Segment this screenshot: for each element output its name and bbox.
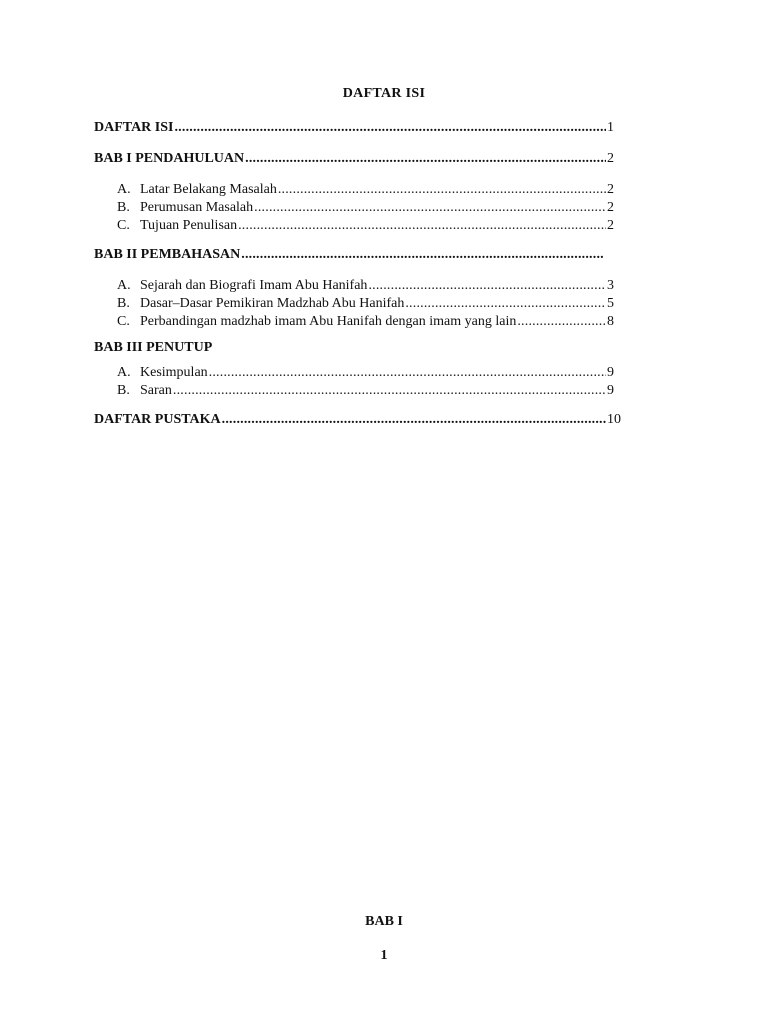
toc-page-number: 10 bbox=[607, 412, 621, 427]
toc-entry-label: BAB III PENUTUP bbox=[94, 340, 213, 355]
toc-subentry-label: Latar Belakang Masalah bbox=[140, 182, 277, 197]
toc-leader-dots bbox=[368, 277, 606, 295]
toc-subentry-label: Tujuan Penulisan bbox=[140, 218, 238, 233]
toc-page-number: 5 bbox=[607, 296, 614, 311]
toc-subentry bbox=[117, 199, 614, 217]
toc-page-number: 3 bbox=[607, 278, 614, 293]
toc-entry-label: DAFTAR PUSTAKA bbox=[94, 412, 221, 427]
toc-entry-label: BAB I PENDAHULUAN bbox=[94, 151, 245, 166]
toc-leader-dots bbox=[278, 181, 606, 199]
toc-page-number: 9 bbox=[607, 365, 614, 380]
toc-page-number: 2 bbox=[607, 182, 614, 197]
toc-subentry bbox=[117, 181, 614, 199]
toc-subentry-label: Dasar–Dasar Pemikiran Madzhab Abu Hanifah bbox=[140, 296, 405, 311]
toc-subentry bbox=[117, 295, 614, 313]
toc-leader-dots bbox=[174, 119, 606, 137]
toc-entry-bab-3 bbox=[94, 339, 614, 357]
toc-leader-dots bbox=[254, 199, 606, 217]
toc-page-number: 2 bbox=[607, 218, 614, 233]
toc-subentry bbox=[117, 217, 614, 235]
toc-entry-label: DAFTAR ISI bbox=[94, 120, 174, 135]
toc-page-number: 8 bbox=[607, 314, 614, 329]
toc-subentry-label: Saran bbox=[140, 383, 172, 398]
toc-subentry-label: Perbandingan madzhab imam Abu Hanifah dengan imam yang lain bbox=[140, 314, 517, 329]
toc-page-number: 9 bbox=[607, 383, 614, 398]
toc-leader-dots bbox=[245, 150, 606, 168]
toc-leader-dots bbox=[173, 382, 606, 400]
toc-subentry-letter: A. bbox=[117, 365, 131, 380]
toc-leader-dots bbox=[405, 295, 606, 313]
toc-subentry-letter: C. bbox=[117, 314, 130, 329]
toc-subentry-letter: B. bbox=[117, 200, 130, 215]
toc-subentry-letter: A. bbox=[117, 278, 131, 293]
toc-entry-label: BAB II PEMBAHASAN bbox=[94, 247, 241, 262]
toc-subentry bbox=[117, 313, 614, 331]
toc-page-number: 2 bbox=[607, 151, 614, 166]
page-number: 1 bbox=[380, 948, 388, 963]
toc-subentry bbox=[117, 277, 614, 295]
toc-subentry-label: Perumusan Masalah bbox=[140, 200, 254, 215]
toc-leader-dots bbox=[209, 364, 606, 382]
toc-leader-dots bbox=[222, 411, 606, 429]
toc-leader-dots bbox=[517, 313, 606, 331]
toc-entry-daftar-isi bbox=[94, 119, 614, 137]
toc-page-number: 2 bbox=[607, 200, 614, 215]
next-chapter-heading: BAB I bbox=[365, 914, 403, 929]
toc-subentry bbox=[117, 382, 614, 400]
toc-entry-daftar-pustaka bbox=[94, 411, 621, 429]
toc-subentry-letter: B. bbox=[117, 296, 130, 311]
page-title: DAFTAR ISI bbox=[342, 86, 426, 101]
toc-entry-bab-1 bbox=[94, 150, 614, 168]
toc-subentry bbox=[117, 364, 614, 382]
toc-subentry-letter: C. bbox=[117, 218, 130, 233]
toc-subentry-label: Kesimpulan bbox=[140, 365, 208, 380]
toc-page-number: 1 bbox=[607, 120, 614, 135]
toc-subentry-letter: B. bbox=[117, 383, 130, 398]
toc-subentry-label: Sejarah dan Biografi Imam Abu Hanifah bbox=[140, 278, 368, 293]
toc-entry-bab-2 bbox=[94, 246, 605, 264]
toc-leader-dots bbox=[241, 246, 604, 264]
toc-leader-dots bbox=[238, 217, 606, 235]
toc-subentry-letter: A. bbox=[117, 182, 131, 197]
